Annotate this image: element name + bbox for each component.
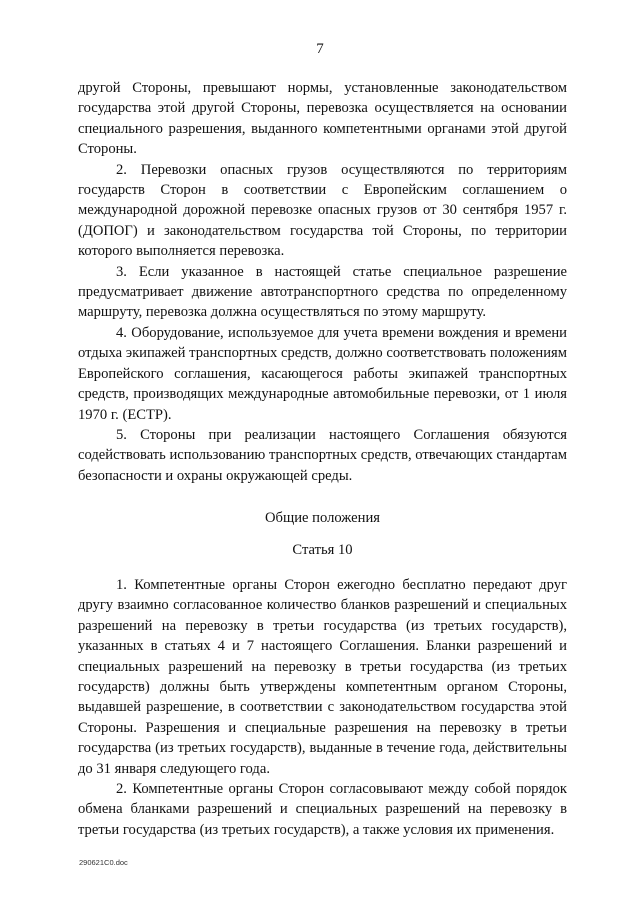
article-heading: Статья 10 bbox=[292, 541, 353, 558]
paragraph: 4. Оборудование, используемое для учета времени вождения и времени отдыха экипажей транспортных средств, должно соответствовать положениям Европейского соглашения, касающегося работы экипажей транспортных средств, производящих международные автомобильные перевозки, от 1 июля 1970 г. (ЕСТР). bbox=[78, 324, 567, 423]
paragraph: 5. Стороны при реализации настоящего Соглашения обязуются содействовать использованию транспортных средств, отвечающих стандартам безопасности и охраны окружающей среды. bbox=[78, 426, 567, 484]
section-heading: Общие положения bbox=[265, 510, 380, 527]
footer-filename: 290621C0.doc bbox=[79, 858, 128, 867]
document-body bbox=[78, 78, 567, 840]
paragraph: другой Стороны, превышают нормы, установленные законодательством государства этой другой Стороны, перевозка осуществляется на основании специального разрешения, выданного компетентными органами этой другой Стороны. bbox=[78, 80, 567, 158]
paragraph: 3. Если указанное в настоящей статье специальное разрешение предусматривает движение автотранспортного средства по определенному маршруту, перевозка должна осуществляться по этому маршруту. bbox=[78, 263, 567, 321]
page-number: 7 bbox=[316, 41, 324, 57]
paragraph: 2. Перевозки опасных грузов осуществляются по территориям государств Сторон в соответствии с Европейским соглашением о международной дорожной перевозке опасных грузов от 30 сентября 1957 г. (ДОПОГ) и законодательством государства той Стороны, по территории которого выполняется перевозка. bbox=[78, 161, 567, 260]
paragraph: 1. Компетентные органы Сторон ежегодно бесплатно передают друг другу взаимно согласованное количество бланков разрешений и специальных разрешений на перевозку в третьи государства (из третьих государств), указанных в статьях 4 и 7 настоящего Соглашения. Бланки разрешений и специальных разрешений на перевозку в третьи государства (из третьих государств) должны быть утверждены компетентным органом Стороны, выдавшей разрешение, в соответствии с законодательством государства этой Стороны. Разрешения и специальные разрешения на перевозку в третьи государства (из третьих государств), выданные в течение года, действительны до 31 января следующего года. bbox=[78, 576, 567, 777]
paragraph: 2. Компетентные органы Сторон согласовывают между собой порядок обмена бланками разрешений и специальных разрешений на перевозку в третьи государства (из третьих государств), а также условия их применения. bbox=[78, 781, 567, 838]
